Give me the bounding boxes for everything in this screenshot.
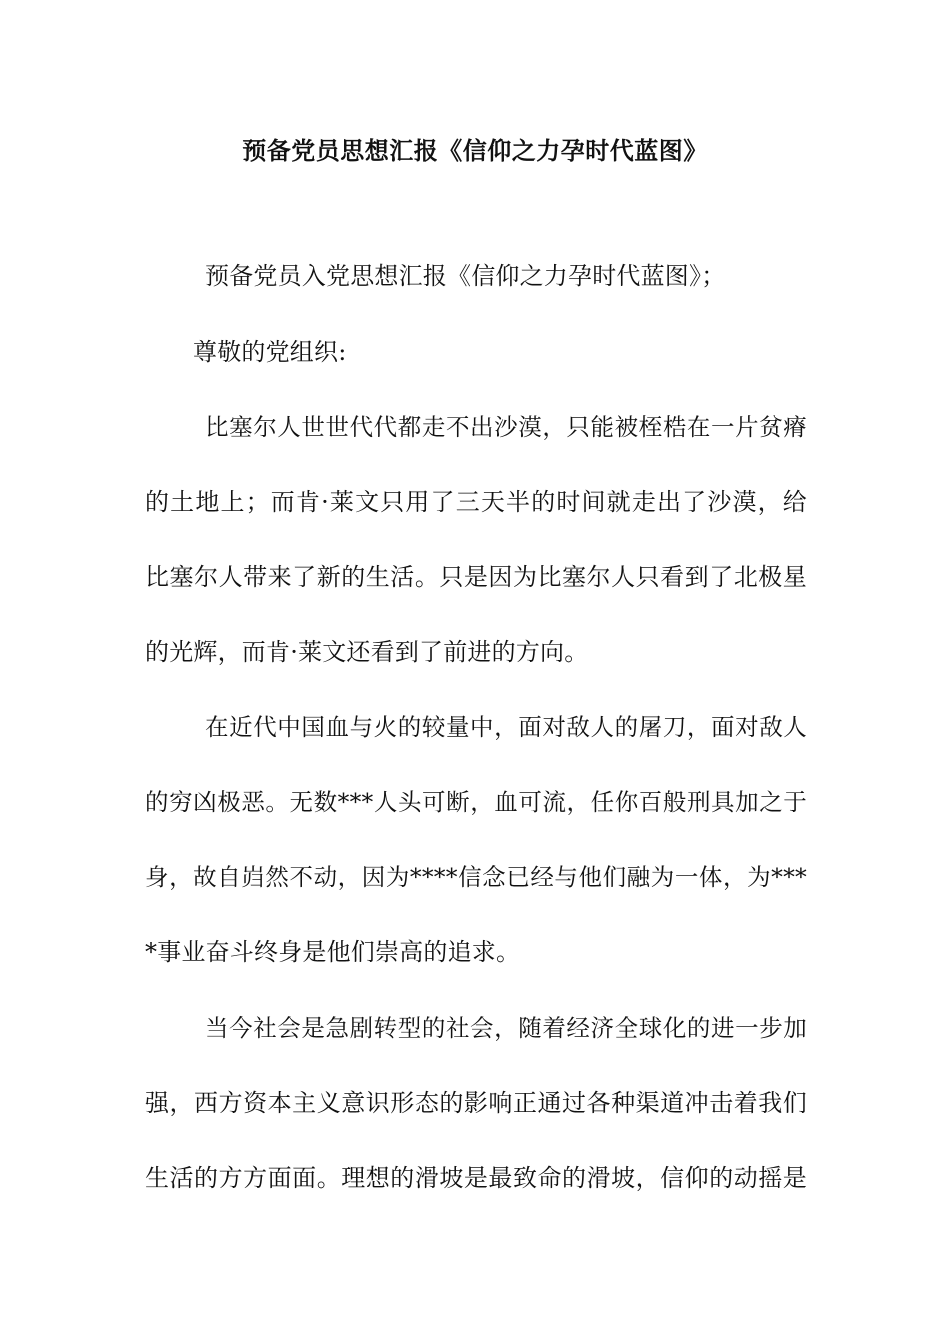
paragraph-2-line-1: 在近代中国血与火的较量中，面对敌人的屠刀，面对敌人 bbox=[205, 713, 807, 741]
paragraph-1-line-4: 的光辉，而肯·莱文还看到了前进的方向。 bbox=[145, 638, 589, 666]
paragraph-3-line-3: 生活的方方面面。理想的滑坡是最致命的滑坡，信仰的动摇是 bbox=[145, 1164, 807, 1192]
paragraph-2-line-4: *事业奋斗终身是他们崇高的追求。 bbox=[145, 938, 521, 966]
paragraph-1-line-3: 比塞尔人带来了新的生活。只是因为比塞尔人只看到了北极星 bbox=[145, 563, 807, 591]
document-title: 预备党员思想汇报《信仰之力孕时代蓝图》 bbox=[242, 137, 708, 165]
paragraph-3-line-2: 强，西方资本主义意识形态的影响正通过各种渠道冲击着我们 bbox=[145, 1089, 807, 1117]
salutation: 尊敬的党组织: bbox=[193, 338, 347, 366]
intro-line: 预备党员入党思想汇报《信仰之力孕时代蓝图》； bbox=[205, 262, 726, 290]
paragraph-1-line-2: 的土地上；而肯·莱文只用了三天半的时间就走出了沙漠，给 bbox=[145, 488, 807, 516]
paragraph-1-line-1: 比塞尔人世世代代都走不出沙漠，只能被桎梏在一片贫瘠 bbox=[205, 413, 807, 441]
paragraph-2-line-2: 的穷凶极恶。无数***人头可断，血可流，任你百般刑具加之于 bbox=[145, 788, 807, 816]
paragraph-2-line-3: 身，故自岿然不动，因为****信念已经与他们融为一体，为*** bbox=[145, 863, 807, 891]
paragraph-3-line-1: 当今社会是急剧转型的社会，随着经济全球化的进一步加 bbox=[205, 1014, 807, 1042]
